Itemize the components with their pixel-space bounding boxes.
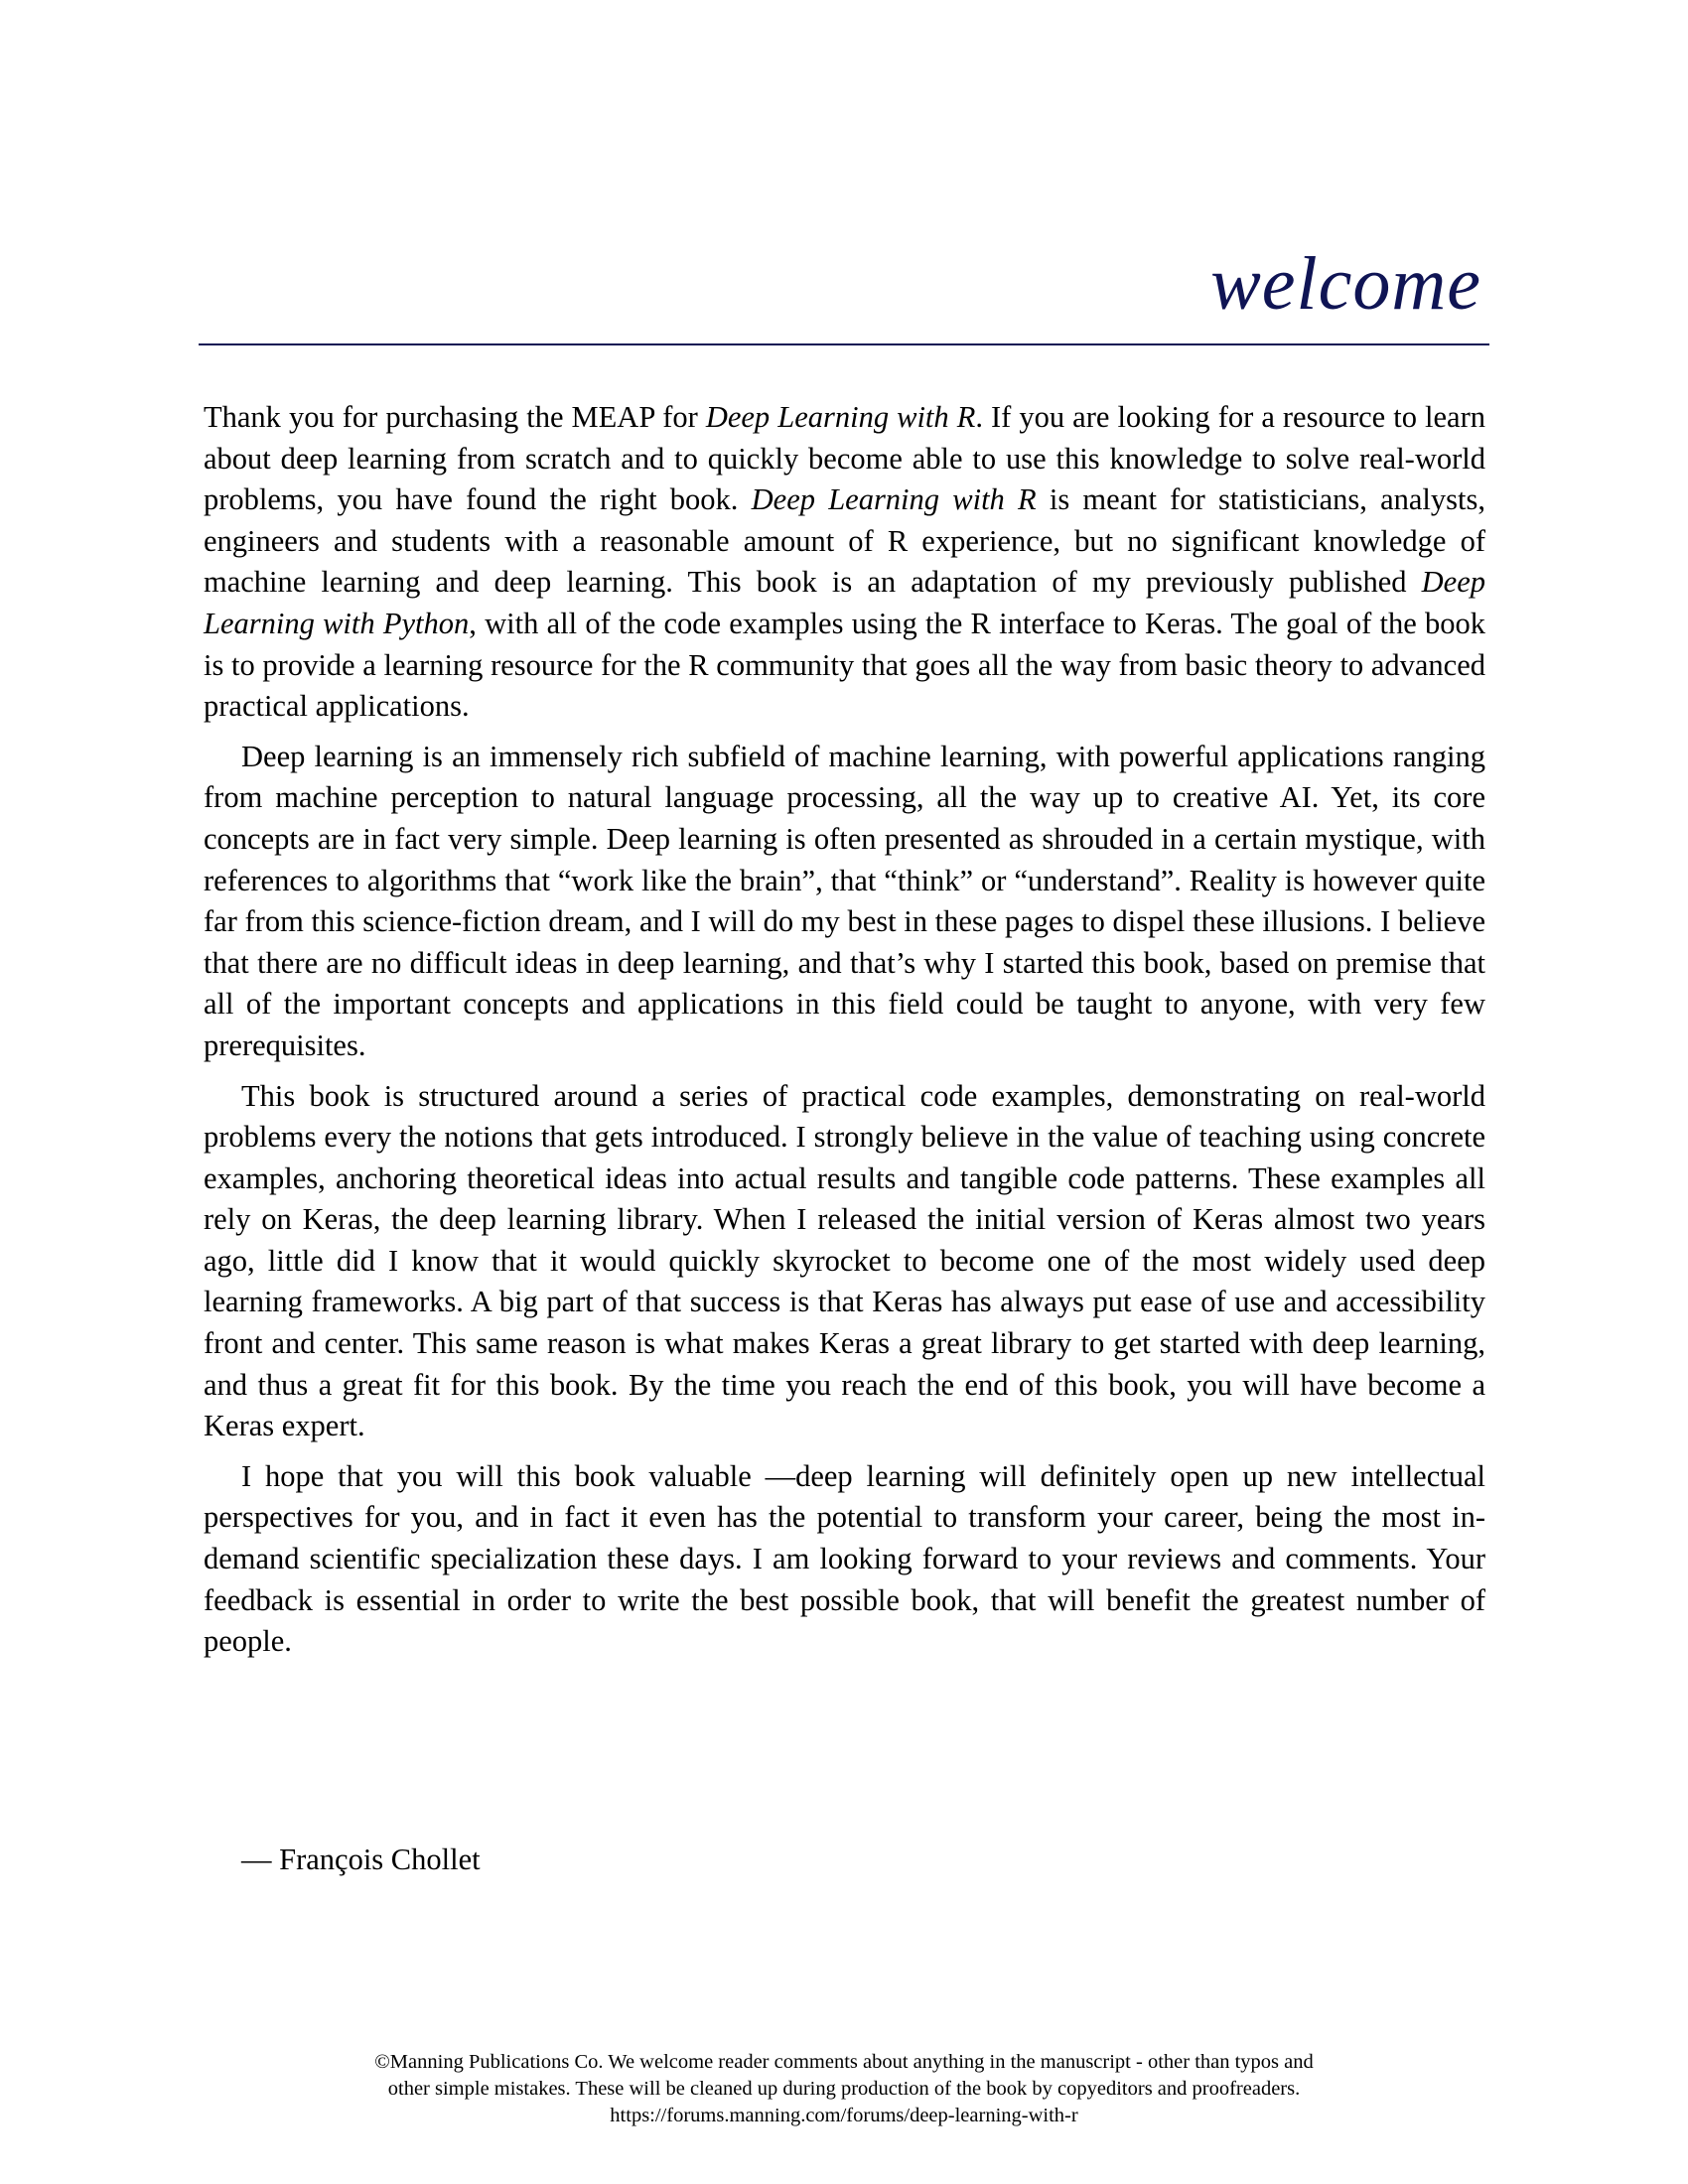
text-run: is meant for statisticians, analysts, engineers and students with a reasonable amount of R experience, but no significant knowledge of machine learning and deep learning. This book is an adaptation of my previously published (204, 482, 1485, 600)
text-run: Deep learning is an immensely rich subfield of machine learning, with powerful applications ranging from machine perception to natural language processing, all the way up to creative AI. Yet, its core concepts are in fact very simple. Deep learning is often presented as shrouded in a certain mystique, with references to algorithms that “work like the brain”, that “think” or “understand”. Reality is however quite far from this science-fiction dream, and I will do my best in these pages to dispel these illusions. I believe that there are no difficult ideas in deep learning, and that’s why I started this book, based on premise that all of the important concepts and applications in this field could be taught to anyone, with very few prerequisites. (204, 739, 1485, 1062)
title-rule (199, 343, 1489, 345)
text-run: . If you are looking for a resource to learn about deep learning from scratch and to quickly become able to use this knowledge to solve real-world problems, you have found the right book. (204, 400, 1485, 517)
text-run: I hope that you will this book valuable —deep learning will definitely open up new intellectual perspectives for you, and in fact it even has the potential to transform your career, being the most in-demand scientific specialization these days. I am looking forward to your reviews and comments. Your feedback is essential in order to write the best possible book, that will benefit the greatest number of people. (204, 1458, 1485, 1659)
book-title-italic: Deep Learning with R (751, 482, 1037, 517)
paragraph-1 (204, 397, 1485, 728)
paragraph-3 (204, 1076, 1485, 1447)
body-text (204, 397, 1485, 1672)
book-title-italic: Deep Learning with Python (204, 565, 1485, 640)
author-signature: — François Chollet (241, 1843, 481, 1876)
footer-copyright-line-1: ©Manning Publications Co. We welcome reader comments about anything in the manuscript - other than typos and (374, 2051, 1314, 2073)
page-footer (0, 2049, 1688, 2129)
paragraph-2 (204, 737, 1485, 1067)
book-title-italic: Deep Learning with R (705, 400, 976, 434)
footer-forum-url: https://forums.manning.com/forums/deep-learning-with-r (610, 2105, 1078, 2126)
text-run: , with all of the code examples using the R interface to Keras. The goal of the book is to provide a learning resource for the R community that goes all the way from basic theory to advanced practical applications. (204, 606, 1485, 724)
footer-copyright-line-2: other simple mistakes. These will be cleaned up during production of the book by copyeditors and proofreaders. (387, 2078, 1301, 2100)
text-run: Thank you for purchasing the MEAP for (204, 400, 706, 434)
paragraph-4 (204, 1456, 1485, 1663)
chapter-title: welcome (1210, 242, 1481, 326)
text-run: This book is structured around a series of practical code examples, demonstrating on real-world problems every the notions that gets introduced. I strongly believe in the value of teaching using concrete examples, anchoring theoretical ideas into actual results and tangible code patterns. These examples all rely on Keras, the deep learning library. When I released the initial version of Keras almost two years ago, little did I know that it would quickly skyrocket to become one of the most widely used deep learning frameworks. A big part of that success is that Keras has always put ease of use and accessibility front and center. This same reason is what makes Keras a great library to get started with deep learning, and thus a great fit for this book. By the time you reach the end of this book, you will have become a Keras expert. (204, 1078, 1485, 1443)
